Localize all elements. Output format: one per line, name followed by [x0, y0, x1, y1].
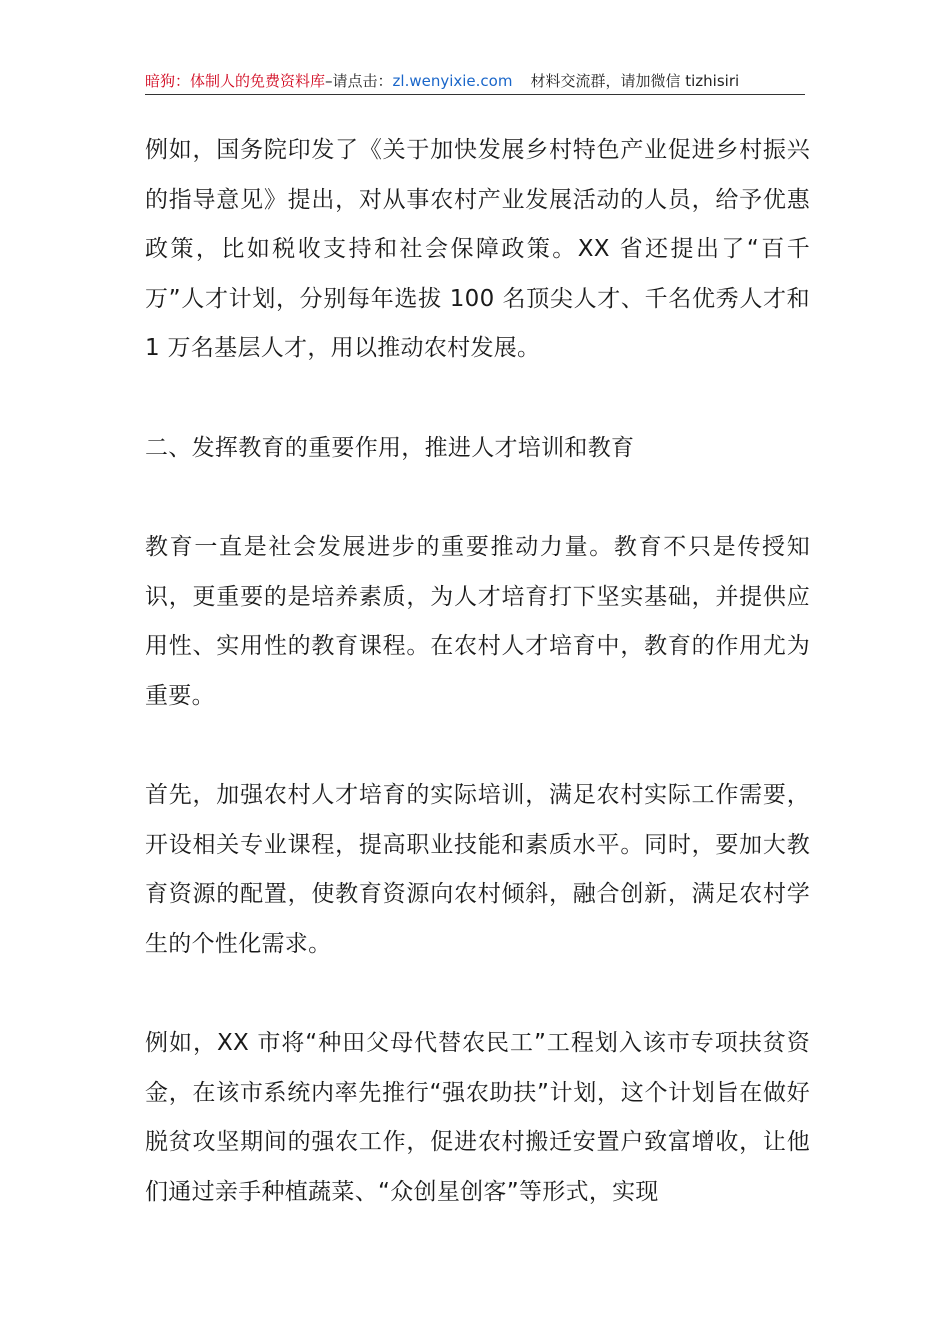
paragraph: 例如，国务院印发了《关于加快发展乡村特色产业促进乡村振兴的指导意见》提出，对从事农村产业发展活动的人员，给予优惠政策，比如税收支持和社会保障政策。XX 省还提出了“百千万”人才计划，分别每年选拔 100 名顶尖人才、千名优秀人才和 1 万名基层人才，用以推动农村发展。 [145, 137, 810, 361]
website-link[interactable]: zl.wenyixie.com [392, 72, 513, 90]
group-contact: 材料交流群，请加微信 tizhisiri [530, 72, 740, 90]
section-heading: 二、发挥教育的重要作用，推进人才培训和教育 [145, 434, 635, 461]
paragraph: 例如，XX 市将“种田父母代替农民工”工程划入该市专项扶贫资金，在该市系统内率先推行“强农助扶”计划，这个计划旨在做好脱贫攻坚期间的强农工作，促进农村搬迁安置户致富增收，让他们通过亲手种植蔬菜、“众创星创客”等形式，实现 [145, 1030, 810, 1205]
click-prompt: –请点击： [325, 72, 393, 90]
paragraph: 教育一直是社会发展进步的重要推动力量。教育不只是传授知识，更重要的是培养素质，为人才培育打下坚实基础，并提供应用性、实用性的教育课程。在农村人才培育中，教育的作用尤为重要。 [145, 534, 810, 709]
brand-text: 暗狗：体制人的免费资料库 [145, 72, 326, 90]
document-body [145, 126, 810, 1267]
page-header [145, 70, 805, 95]
paragraph: 首先，加强农村人才培育的实际培训，满足农村实际工作需要，开设相关专业课程，提高职业技能和素质水平。同时，要加大教育资源的配置，使教育资源向农村倾斜，融合创新，满足农村学生的个性化需求。 [145, 782, 810, 957]
